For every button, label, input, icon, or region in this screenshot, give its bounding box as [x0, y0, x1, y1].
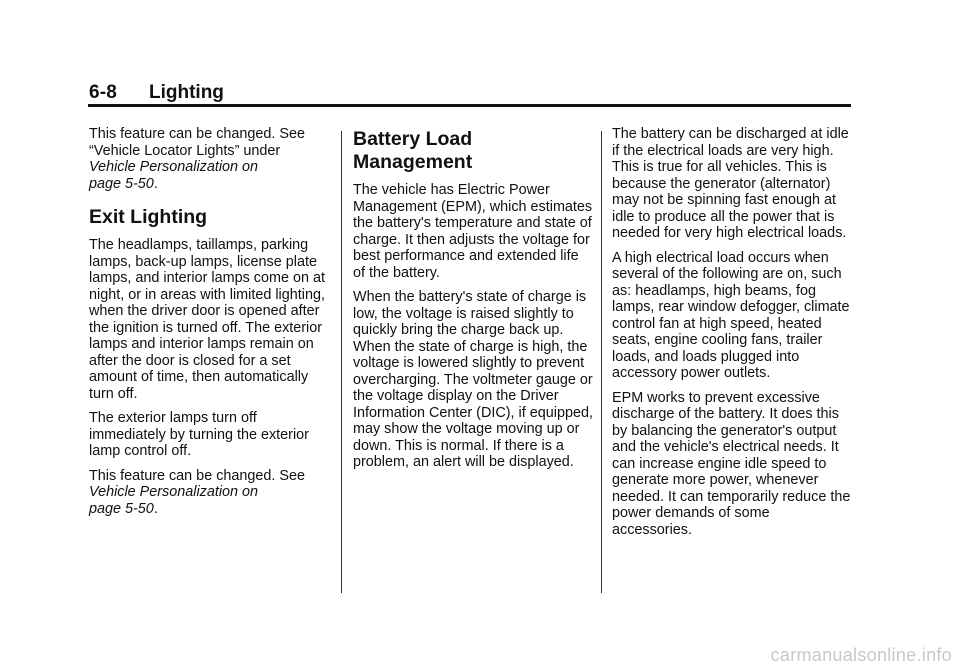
paragraph: EPM works to prevent excessive discharge of the battery. It does this by balancing the generator's output and the vehicle's electrical needs. It can increase engine idle speed to generate more power, whenever needed. It can temporarily reduce the power demands of some accessories.	[612, 389, 851, 538]
column-divider	[341, 131, 342, 593]
column-2	[353, 126, 593, 479]
watermark: carmanualsonline.info	[770, 645, 952, 665]
paragraph: When the battery's state of charge is low, the voltage is raised slightly to quickly bring the charge back up. When the state of charge is high, the voltage is lowered slightly to prevent overcharging. The voltmeter gauge or the voltage display on the Driver Information Center (DIC), if equipped, may show the voltage moving up or down. This is normal. If there is a problem, an alert will be displayed.	[353, 289, 593, 470]
paragraph-text: This feature can be changed. See	[89, 467, 306, 484]
section-heading-exit-lighting: Exit Lighting	[89, 206, 208, 228]
page-number: 6-8	[89, 82, 118, 103]
column-3	[612, 126, 852, 546]
section-heading-battery-load-management: Battery Load Management	[353, 128, 473, 173]
cross-reference-link[interactable]: Vehicle Personalization on page 5-50	[89, 484, 259, 517]
paragraph: A high electrical load occurs when several of the following are on, such as: headlamps, high beams, fog lamps, rear window defogger, climate control fan at high speed, heated seats, engine cooling fans, trailer loads, and loads plugged into accessory power outlets.	[612, 249, 850, 381]
paragraph: This feature can be changed. See “Vehicle Locator Lights” under Vehicle Personalization on page 5-50.	[89, 126, 306, 192]
paragraph-text: This feature can be changed. See “Vehicle Locator Lights” under	[89, 126, 306, 159]
cross-reference-link[interactable]: Vehicle Personalization on page 5-50	[89, 159, 259, 192]
column-1	[89, 126, 329, 525]
column-divider	[601, 131, 602, 593]
header-rule	[88, 104, 851, 107]
paragraph: The headlamps, taillamps, parking lamps, back-up lamps, license plate lamps, and interior lamps come on at night, or in areas with limited lighting, when the driver door is opened after the ignition is turned off. The exterior lamps and interior lamps remain on after the door is closed for a set amount of time, then automatically turn off.	[89, 237, 325, 402]
paragraph: This feature can be changed. See Vehicle Personalization on page 5-50.	[89, 467, 306, 517]
paragraph: The battery can be discharged at idle if the electrical loads are very high. This is true for all vehicles. This is because the generator (alternator) may not be spinning fast enough at idle to produce all the power that is needed for very high electrical loads.	[612, 126, 849, 241]
paragraph: The exterior lamps turn off immediately by turning the exterior lamp control off.	[89, 410, 309, 459]
chapter-title: Lighting	[149, 82, 224, 103]
paragraph: The vehicle has Electric Power Management (EPM), which estimates the battery's temperature and state of charge. It then adjusts the voltage for best performance and extended life of the battery.	[353, 182, 593, 281]
